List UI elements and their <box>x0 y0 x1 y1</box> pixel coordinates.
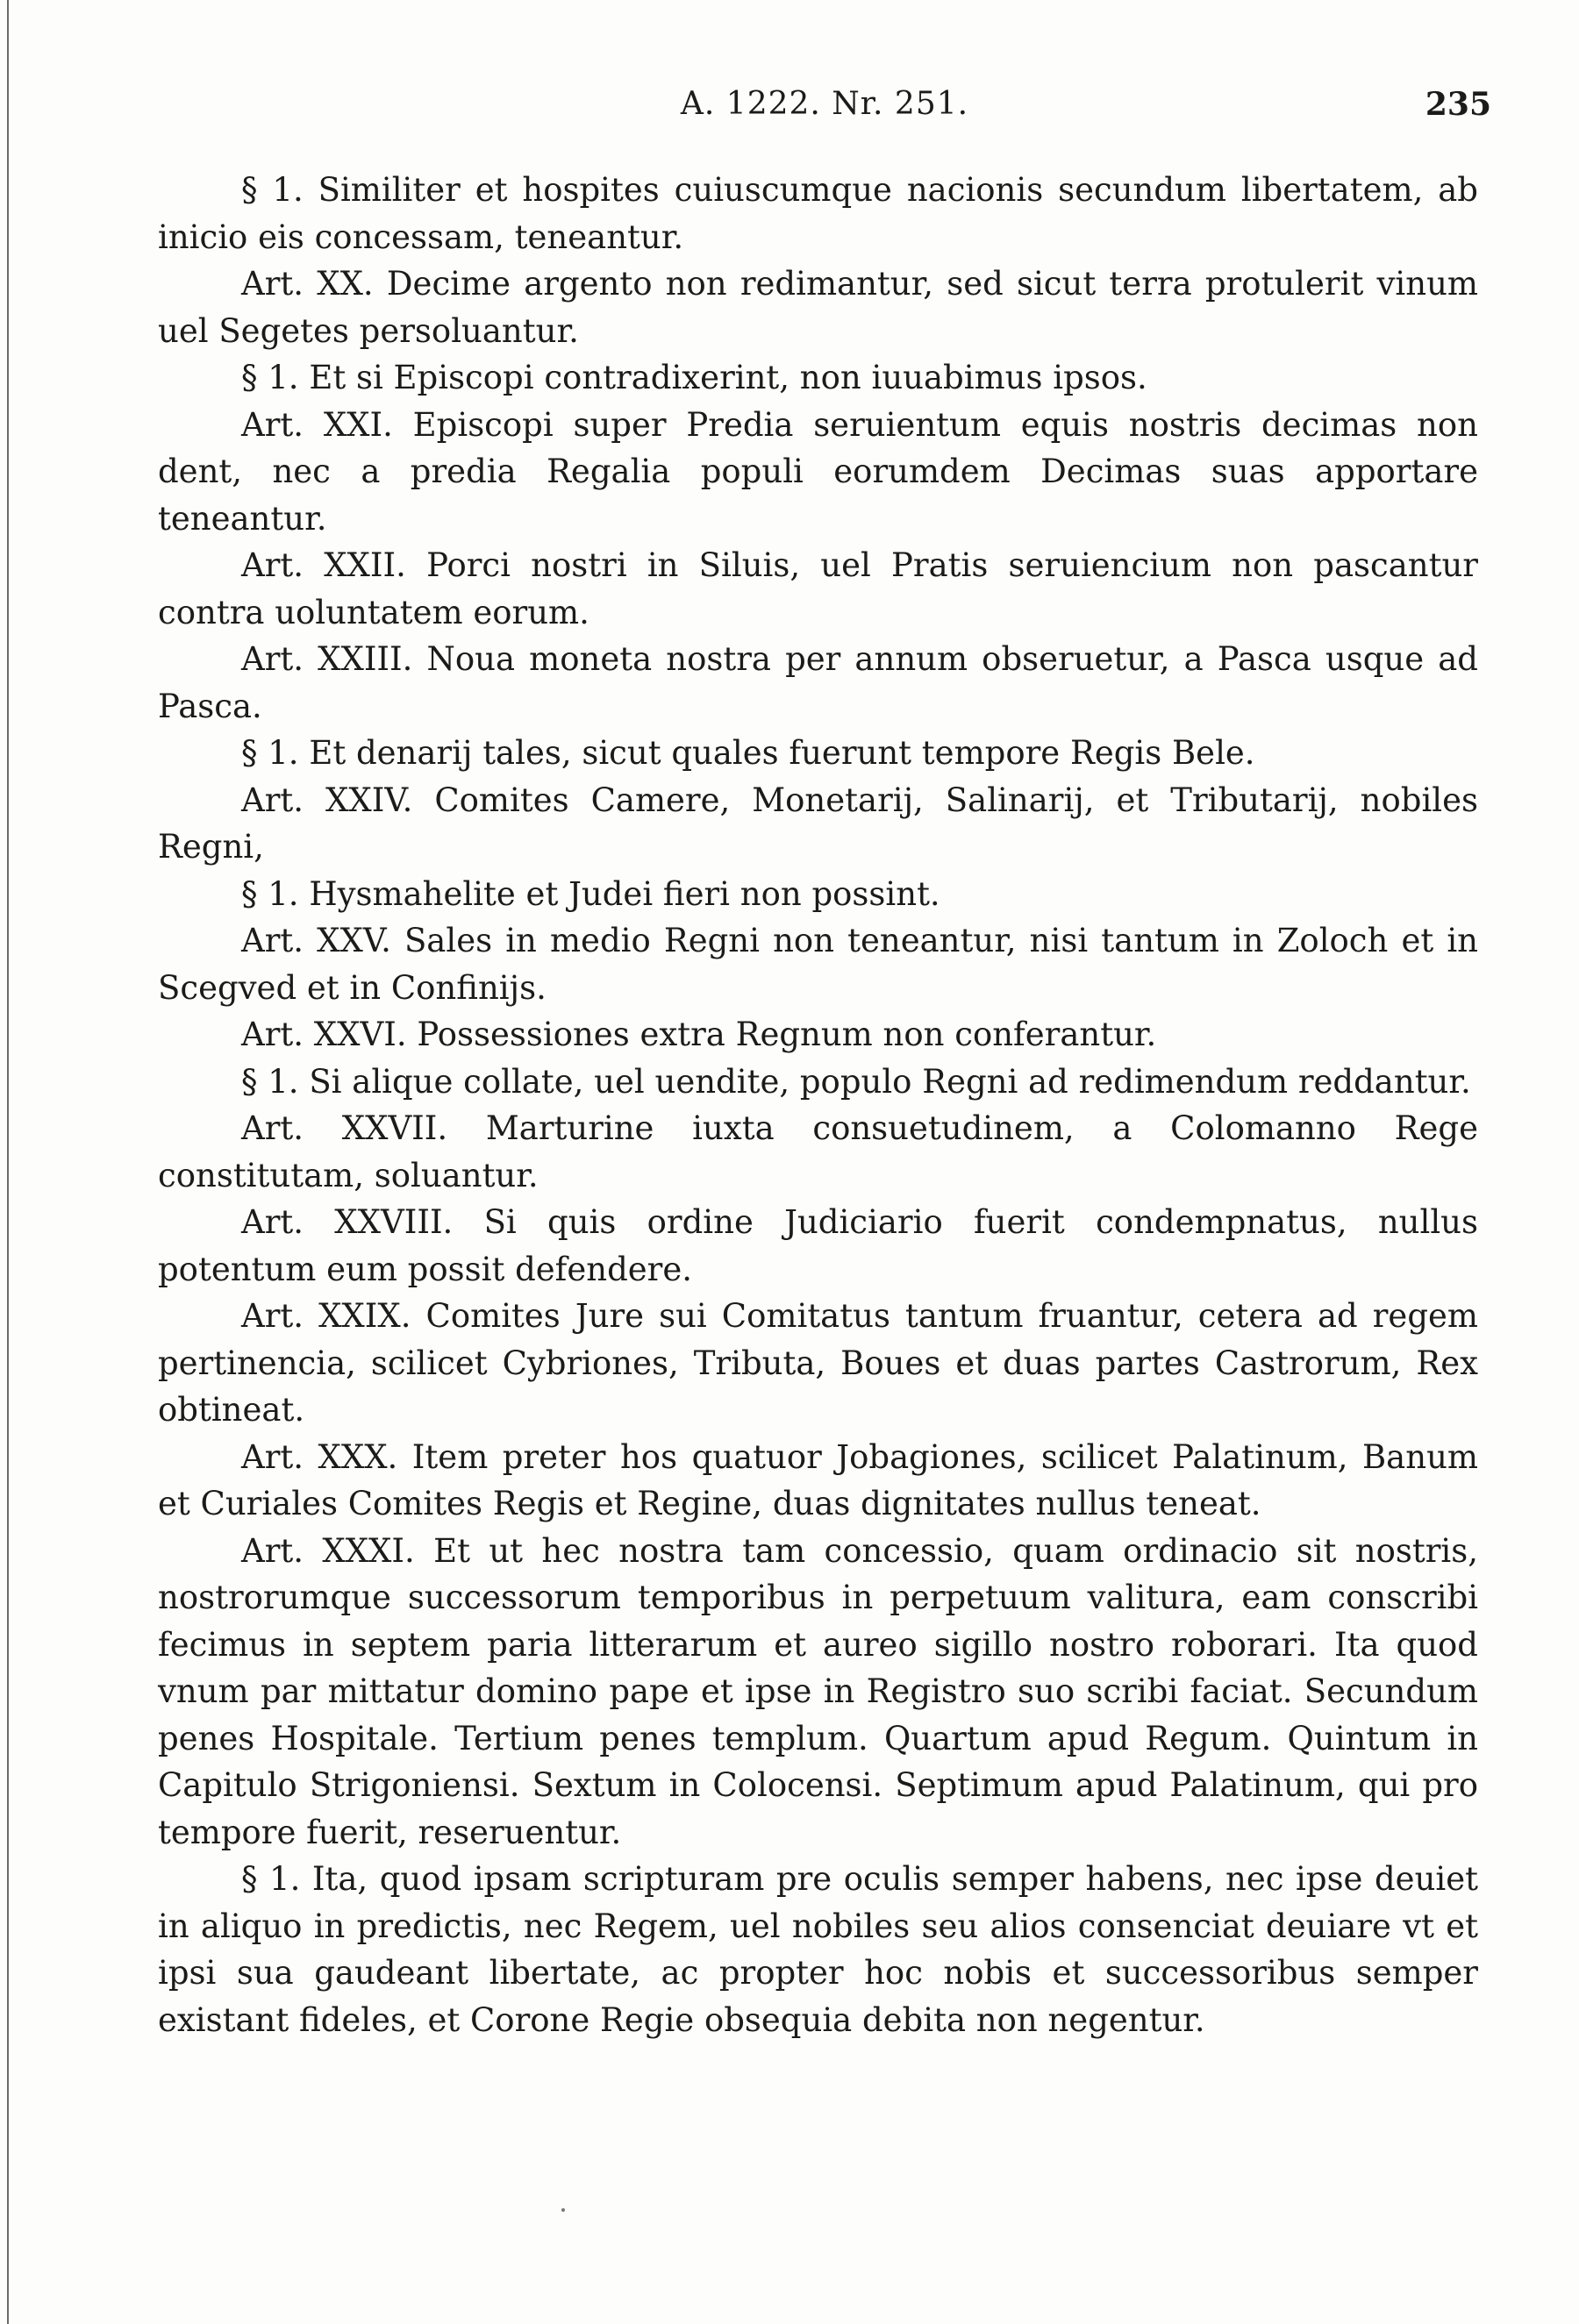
paragraph-section-1-hospites: § 1. Similiter et hospites cuiuscumque nacionis secundum libertatem, ab inicio eis concessam, teneantur. <box>158 171 1478 256</box>
paragraph-art-xxi: Art. XXI. Episcopi super Predia seruientum equis nostris decimas non dent, nec a predia Regalia populi eorumdem Decimas suas apportare teneantur. <box>158 405 1478 538</box>
paragraph-section-1-collate: § 1. Si alique collate, uel uendite, populo Regni ad redimendum reddantur. <box>241 1062 1471 1101</box>
paragraph-art-xxx: Art. XXX. Item preter hos quatuor Jobagiones, scilicet Palatinum, Banum et Curiales Comites Regis et Regine, duas dignitates nullus teneat. <box>158 1437 1478 1522</box>
paragraph-art-xxii: Art. XXII. Porci nostri in Siluis, uel Pratis seruiencium non pascantur contra uoluntatem eorum. <box>158 546 1478 631</box>
paragraph-art-xxviii: Art. XXVIII. Si quis ordine Judiciario fuerit condempnatus, nullus potentum eum possit defendere. <box>158 1203 1478 1288</box>
paragraph-section-1-scriptura: § 1. Ita, quod ipsam scripturam pre oculis semper habens, nec ipse deuiet in aliquo in predictis, nec Regem, uel nobiles seu alios consenciat deuiare vt et ipsi sua gaudeant libertate, ac propter hoc nobis et successoribus semper existant fideles, et Corone Regie obsequia debita non negentur. <box>158 1860 1478 2039</box>
running-title: A. 1222. Nr. 251. <box>680 86 969 122</box>
paragraph-art-xx: Art. XX. Decime argento non redimantur, sed sicut terra protulerit vinum uel Segetes persoluantur. <box>158 265 1478 350</box>
paragraph-art-xxiv: Art. XXIV. Comites Camere, Monetarij, Salinarij, et Tributarij, nobiles Regni, <box>158 781 1478 866</box>
body-text <box>158 167 1478 2043</box>
paragraph-art-xxvi: Art. XXVI. Possessiones extra Regnum non conferantur. <box>241 1016 1157 1053</box>
page-edge-line <box>7 0 9 2324</box>
paragraph-section-1-hysmahelite: § 1. Hysmahelite et Judei fieri non possint. <box>241 874 940 913</box>
paragraph-section-1-denarij: § 1. Et denarij tales, sicut quales fuerunt tempore Regis Bele. <box>241 734 1255 772</box>
page-number: 235 <box>1425 86 1491 123</box>
paragraph-section-1-episcopi: § 1. Et si Episcopi contradixerint, non iuuabimus ipsos. <box>241 359 1147 396</box>
paragraph-art-xxvii: Art. XXVII. Marturine iuxta consuetudinem, a Colomanno Rege constitutam, soluantur. <box>158 1109 1478 1194</box>
paragraph-art-xxv: Art. XXV. Sales in medio Regni non teneantur, nisi tantum in Zoloch et in Scegved et in Confinijs. <box>158 922 1478 1007</box>
paragraph-art-xxxi: Art. XXXI. Et ut hec nostra tam concessio, quam ordinacio sit nostris, nostrorumque successorum temporibus in perpetuum valitura, eam conscribi fecimus in septem paria litterarum et aureo sigillo nostro roborari. Ita quod vnum par mittatur domino pape et ipse in Registro suo scribi faciat. Secundum penes Hospitale. Tertium penes templum. Quartum apud Regum. Quintum in Capitulo Strigoniensi. Sextum in Colocensi. Septimum apud Palatinum, qui pro tempore fuerit, reseruentur. <box>158 1531 1478 1851</box>
paragraph-art-xxix: Art. XXIX. Comites Jure sui Comitatus tantum fruantur, cetera ad regem pertinencia, scilicet Cybriones, Tributa, Boues et duas partes Castrorum, Rex obtineat. <box>158 1297 1478 1429</box>
paragraph-art-xxiii: Art. XXIII. Noua moneta nostra per annum obseruetur, a Pasca usque ad Pasca. <box>158 640 1478 725</box>
stray-ink-dot <box>561 2208 565 2212</box>
page-header <box>158 86 1491 139</box>
